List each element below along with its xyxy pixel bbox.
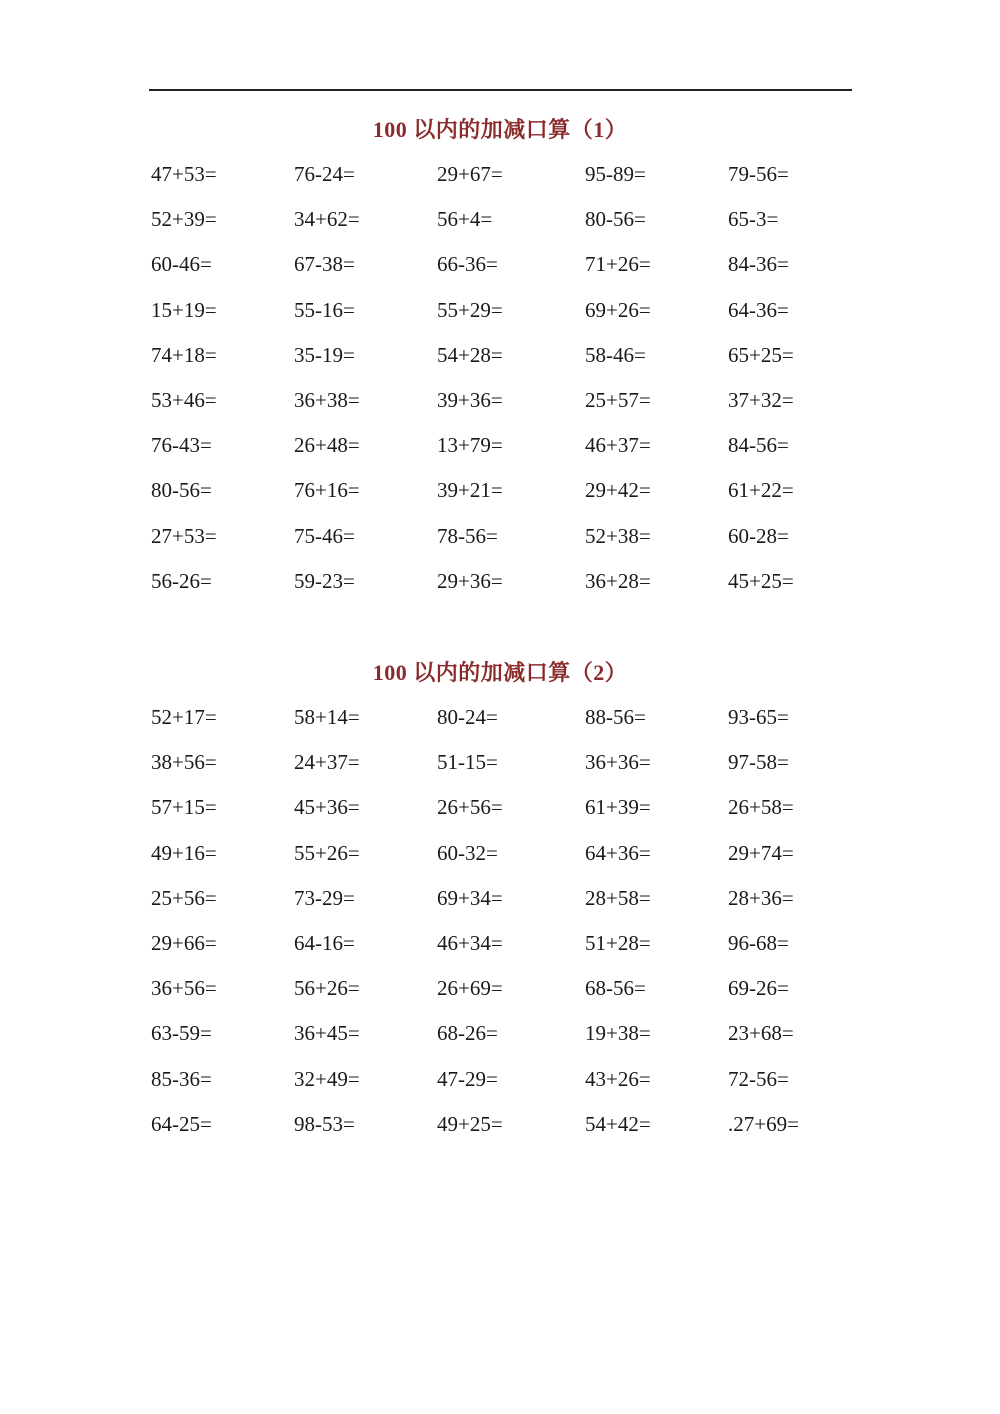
problem-item: 46+34=	[437, 930, 503, 955]
problem-item: 61+22=	[728, 478, 794, 503]
problem-item: 52+39=	[151, 207, 217, 232]
problem-item: 29+66=	[151, 930, 217, 955]
problem-item: 56-26=	[151, 568, 212, 593]
problem-item: 96-68=	[728, 930, 789, 955]
problem-item: 95-89=	[585, 162, 646, 186]
problem-row	[0, 427, 1000, 472]
problem-item: 74+18=	[151, 342, 217, 367]
problem-row	[0, 744, 1000, 789]
problem-item: 80-24=	[437, 705, 498, 729]
problem-item: 47+53=	[151, 162, 217, 186]
problem-item: 64+36=	[585, 840, 651, 865]
problem-row	[0, 880, 1000, 925]
problem-item: 58-46=	[585, 342, 646, 367]
problem-item: 49+25=	[437, 1111, 503, 1136]
problem-item: 59-23=	[294, 568, 355, 593]
problem-grid	[0, 699, 1000, 1151]
problem-item: 28+36=	[728, 885, 794, 910]
problem-item: 25+56=	[151, 885, 217, 910]
problem-row	[0, 1106, 1000, 1151]
problem-item: 66-36=	[437, 252, 498, 277]
problem-item: 73-29=	[294, 885, 355, 910]
problem-item: 46+37=	[585, 433, 651, 458]
problem-item: 24+37=	[294, 750, 360, 775]
problem-item: 64-36=	[728, 297, 789, 322]
problem-item: 56+4=	[437, 207, 493, 232]
problem-item: 56+26=	[294, 976, 360, 1001]
problem-item: 39+21=	[437, 478, 503, 503]
section-title: 100 以内的加减口算（1）	[372, 117, 628, 142]
problem-row	[0, 835, 1000, 880]
problem-item: 29+74=	[728, 840, 794, 865]
problem-grid	[0, 156, 1000, 608]
problem-row	[0, 337, 1000, 382]
top-divider-line	[149, 89, 852, 91]
problem-item: 57+15=	[151, 795, 217, 820]
problem-item: 65+25=	[728, 342, 794, 367]
problem-item: 60-28=	[728, 523, 789, 548]
problem-item: 85-36=	[151, 1066, 212, 1091]
problem-item: 54+28=	[437, 342, 503, 367]
problem-item: 54+42=	[585, 1111, 651, 1136]
problem-row	[0, 292, 1000, 337]
problem-item: 76+16=	[294, 478, 360, 503]
problem-item: 36+45=	[294, 1021, 360, 1046]
problem-item: 28+58=	[585, 885, 651, 910]
problem-item: 68-26=	[437, 1021, 498, 1046]
problem-row	[0, 563, 1000, 608]
problem-item: 23+68=	[728, 1021, 794, 1046]
problem-item: 93-65=	[728, 705, 789, 729]
problem-item: 15+19=	[151, 297, 217, 322]
problem-item: 49+16=	[151, 840, 217, 865]
problem-item: 37+32=	[728, 387, 794, 412]
problem-row	[0, 201, 1000, 246]
problem-item: 75-46=	[294, 523, 355, 548]
problem-item: 55+26=	[294, 840, 360, 865]
problem-item: 88-56=	[585, 705, 646, 729]
problem-row	[0, 1015, 1000, 1060]
problem-item: 79-56=	[728, 162, 789, 186]
problem-item: 67-38=	[294, 252, 355, 277]
problem-item: 32+49=	[294, 1066, 360, 1091]
problem-item: 60-32=	[437, 840, 498, 865]
problem-item: 45+36=	[294, 795, 360, 820]
problem-item: 69+34=	[437, 885, 503, 910]
problem-item: 80-56=	[585, 207, 646, 232]
problem-item: 53+46=	[151, 387, 217, 412]
problem-item: 29+36=	[437, 568, 503, 593]
problem-item: 52+38=	[585, 523, 651, 548]
problem-item: 29+42=	[585, 478, 651, 503]
problem-row	[0, 925, 1000, 970]
problem-item: 55+29=	[437, 297, 503, 322]
problem-item: 13+79=	[437, 433, 503, 458]
problem-item: 29+67=	[437, 162, 503, 186]
problem-item: 61+39=	[585, 795, 651, 820]
problem-item: 39+36=	[437, 387, 503, 412]
problem-row	[0, 789, 1000, 834]
problem-row	[0, 472, 1000, 517]
problem-item: 76-24=	[294, 162, 355, 186]
problem-item: .27+69=	[728, 1111, 799, 1136]
problem-row	[0, 970, 1000, 1015]
problem-item: 63-59=	[151, 1021, 212, 1046]
problem-item: 36+28=	[585, 568, 651, 593]
problem-item: 45+25=	[728, 568, 794, 593]
problem-item: 25+57=	[585, 387, 651, 412]
problem-item: 68-56=	[585, 976, 646, 1001]
problem-item: 26+56=	[437, 795, 503, 820]
problem-row	[0, 382, 1000, 427]
problem-item: 76-43=	[151, 433, 212, 458]
problem-item: 36+36=	[585, 750, 651, 775]
problem-item: 69-26=	[728, 976, 789, 1001]
problem-item: 26+69=	[437, 976, 503, 1001]
problem-item: 78-56=	[437, 523, 498, 548]
problem-item: 52+17=	[151, 705, 217, 729]
section-title: 100 以内的加减口算（2）	[372, 660, 628, 685]
problem-item: 84-36=	[728, 252, 789, 277]
problem-item: 27+53=	[151, 523, 217, 548]
problem-item: 72-56=	[728, 1066, 789, 1091]
problem-item: 69+26=	[585, 297, 651, 322]
problem-item: 97-58=	[728, 750, 789, 775]
problem-item: 38+56=	[151, 750, 217, 775]
problem-item: 80-56=	[151, 478, 212, 503]
problem-item: 43+26=	[585, 1066, 651, 1091]
problem-row	[0, 246, 1000, 291]
problem-item: 26+48=	[294, 433, 360, 458]
problem-item: 71+26=	[585, 252, 651, 277]
problem-item: 36+38=	[294, 387, 360, 412]
problem-item: 55-16=	[294, 297, 355, 322]
problem-item: 19+38=	[585, 1021, 651, 1046]
problem-item: 60-46=	[151, 252, 212, 277]
problem-item: 51-15=	[437, 750, 498, 775]
problem-row	[0, 699, 1000, 744]
problem-item: 65-3=	[728, 207, 779, 232]
problem-item: 64-25=	[151, 1111, 212, 1136]
problem-item: 47-29=	[437, 1066, 498, 1091]
problem-row	[0, 156, 1000, 201]
problem-item: 36+56=	[151, 976, 217, 1001]
problem-item: 64-16=	[294, 930, 355, 955]
problem-item: 51+28=	[585, 930, 651, 955]
problem-item: 26+58=	[728, 795, 794, 820]
problem-item: 98-53=	[294, 1111, 355, 1136]
problem-row	[0, 1061, 1000, 1106]
problem-item: 34+62=	[294, 207, 360, 232]
problem-item: 35-19=	[294, 342, 355, 367]
problem-item: 84-56=	[728, 433, 789, 458]
problem-item: 58+14=	[294, 705, 360, 729]
problem-row	[0, 518, 1000, 563]
